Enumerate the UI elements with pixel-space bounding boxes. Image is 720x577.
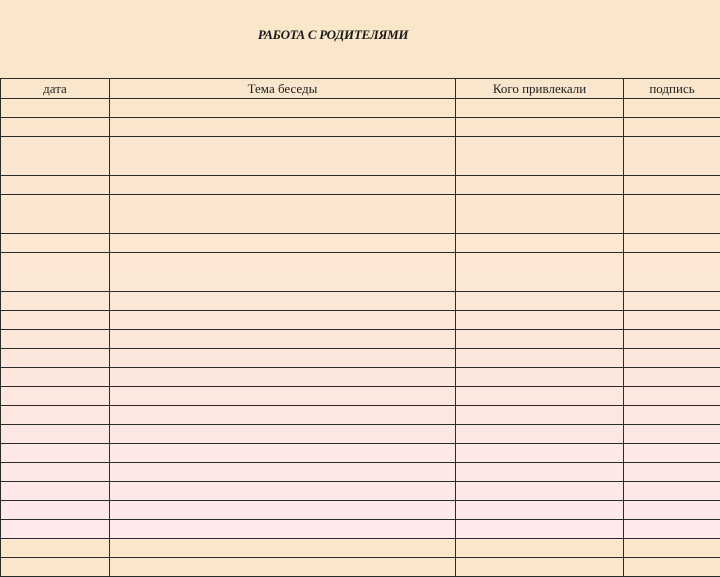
cell-signature[interactable]	[624, 539, 720, 558]
cell-involved[interactable]	[456, 463, 624, 482]
cell-involved[interactable]	[456, 539, 624, 558]
table-row	[1, 176, 720, 195]
cell-signature[interactable]	[624, 349, 720, 368]
cell-date[interactable]	[1, 368, 110, 387]
cell-involved[interactable]	[456, 501, 624, 520]
cell-topic[interactable]	[110, 558, 456, 577]
cell-involved[interactable]	[456, 387, 624, 406]
table-row	[1, 99, 720, 118]
cell-date[interactable]	[1, 99, 110, 118]
table-row	[1, 558, 720, 577]
cell-date[interactable]	[1, 425, 110, 444]
cell-date[interactable]	[1, 444, 110, 463]
table-row	[1, 482, 720, 501]
cell-signature[interactable]	[624, 368, 720, 387]
cell-topic[interactable]	[110, 482, 456, 501]
cell-signature[interactable]	[624, 195, 720, 234]
table-row	[1, 501, 720, 520]
table-row	[1, 234, 720, 253]
table-row	[1, 253, 720, 292]
table-row	[1, 425, 720, 444]
cell-involved[interactable]	[456, 368, 624, 387]
cell-topic[interactable]	[110, 311, 456, 330]
cell-involved[interactable]	[456, 253, 624, 292]
cell-topic[interactable]	[110, 463, 456, 482]
cell-signature[interactable]	[624, 292, 720, 311]
cell-signature[interactable]	[624, 234, 720, 253]
table-row	[1, 330, 720, 349]
cell-topic[interactable]	[110, 501, 456, 520]
parent-work-table	[0, 78, 720, 577]
table-header-row	[1, 79, 720, 99]
page-title: РАБОТА С РОДИТЕЛЯМИ	[0, 27, 666, 43]
cell-date[interactable]	[1, 520, 110, 539]
cell-involved[interactable]	[456, 558, 624, 577]
table-row	[1, 118, 720, 137]
cell-signature[interactable]	[624, 558, 720, 577]
cell-date[interactable]	[1, 387, 110, 406]
header-date: дата	[1, 79, 110, 99]
cell-involved[interactable]	[456, 482, 624, 501]
cell-topic[interactable]	[110, 292, 456, 311]
cell-involved[interactable]	[456, 444, 624, 463]
cell-date[interactable]	[1, 539, 110, 558]
cell-date[interactable]	[1, 253, 110, 292]
cell-date[interactable]	[1, 118, 110, 137]
cell-date[interactable]	[1, 349, 110, 368]
cell-topic[interactable]	[110, 253, 456, 292]
cell-involved[interactable]	[456, 234, 624, 253]
cell-date[interactable]	[1, 137, 110, 176]
cell-topic[interactable]	[110, 444, 456, 463]
table-row	[1, 195, 720, 234]
cell-signature[interactable]	[624, 330, 720, 349]
table-row	[1, 292, 720, 311]
cell-topic[interactable]	[110, 539, 456, 558]
cell-involved[interactable]	[456, 195, 624, 234]
cell-topic[interactable]	[110, 330, 456, 349]
table-row	[1, 520, 720, 539]
header-topic: Тема беседы	[110, 79, 456, 99]
header-signature: подпись	[624, 79, 720, 99]
table-row	[1, 349, 720, 368]
table-row	[1, 463, 720, 482]
cell-involved[interactable]	[456, 292, 624, 311]
cell-signature[interactable]	[624, 253, 720, 292]
cell-signature[interactable]	[624, 118, 720, 137]
cell-involved[interactable]	[456, 137, 624, 176]
cell-date[interactable]	[1, 311, 110, 330]
cell-signature[interactable]	[624, 501, 720, 520]
cell-topic[interactable]	[110, 99, 456, 118]
table-row	[1, 311, 720, 330]
cell-signature[interactable]	[624, 425, 720, 444]
cell-date[interactable]	[1, 176, 110, 195]
table-row	[1, 539, 720, 558]
cell-topic[interactable]	[110, 425, 456, 444]
cell-signature[interactable]	[624, 463, 720, 482]
cell-signature[interactable]	[624, 137, 720, 176]
cell-involved[interactable]	[456, 425, 624, 444]
cell-date[interactable]	[1, 292, 110, 311]
cell-topic[interactable]	[110, 349, 456, 368]
cell-signature[interactable]	[624, 176, 720, 195]
cell-signature[interactable]	[624, 387, 720, 406]
cell-involved[interactable]	[456, 349, 624, 368]
cell-signature[interactable]	[624, 482, 720, 501]
table-row	[1, 137, 720, 176]
cell-date[interactable]	[1, 234, 110, 253]
cell-topic[interactable]	[110, 176, 456, 195]
cell-involved[interactable]	[456, 330, 624, 349]
cell-involved[interactable]	[456, 311, 624, 330]
cell-topic[interactable]	[110, 137, 456, 176]
cell-topic[interactable]	[110, 234, 456, 253]
table-row	[1, 444, 720, 463]
cell-date[interactable]	[1, 330, 110, 349]
cell-involved[interactable]	[456, 176, 624, 195]
table-body	[1, 99, 720, 577]
cell-topic[interactable]	[110, 368, 456, 387]
cell-involved[interactable]	[456, 118, 624, 137]
cell-involved[interactable]	[456, 520, 624, 539]
table-row	[1, 406, 720, 425]
cell-date[interactable]	[1, 195, 110, 234]
cell-topic[interactable]	[110, 520, 456, 539]
cell-date[interactable]	[1, 558, 110, 577]
cell-date[interactable]	[1, 482, 110, 501]
cell-date[interactable]	[1, 463, 110, 482]
cell-date[interactable]	[1, 406, 110, 425]
cell-involved[interactable]	[456, 406, 624, 425]
cell-topic[interactable]	[110, 387, 456, 406]
cell-topic[interactable]	[110, 118, 456, 137]
cell-signature[interactable]	[624, 99, 720, 118]
header-involved: Кого привлекали	[456, 79, 624, 99]
cell-involved[interactable]	[456, 99, 624, 118]
cell-date[interactable]	[1, 501, 110, 520]
cell-signature[interactable]	[624, 406, 720, 425]
cell-signature[interactable]	[624, 520, 720, 539]
cell-topic[interactable]	[110, 406, 456, 425]
cell-topic[interactable]	[110, 195, 456, 234]
table-row	[1, 368, 720, 387]
cell-signature[interactable]	[624, 444, 720, 463]
table-row	[1, 387, 720, 406]
cell-signature[interactable]	[624, 311, 720, 330]
